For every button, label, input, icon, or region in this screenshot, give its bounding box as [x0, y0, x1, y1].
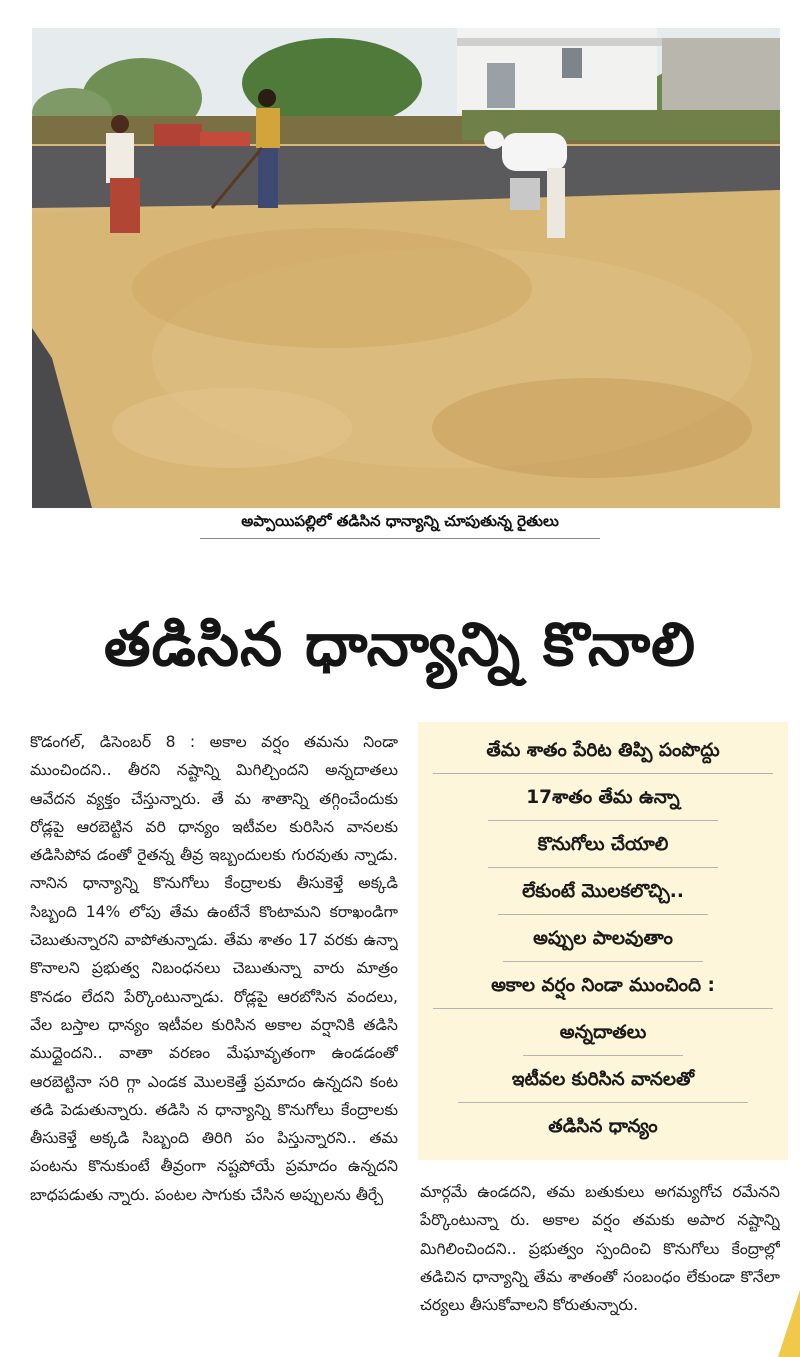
highlight-line: అకాల వర్షం నిండా ముంచింది :: [433, 964, 773, 1009]
highlight-line: తడిసిన ధాన్యం: [548, 1116, 658, 1137]
highlight-line: 17శాతం తేమ ఉన్నా: [488, 776, 718, 821]
highlight-line: ఇటీవల కురిసిన వానలతో: [458, 1058, 748, 1103]
body-paragraph: మార్గమే ఉండదని, తమ బతుకులు అగమ్యగోచ రమేనని పేర్కొంటున్నా రు. అకాల వర్షం తమకు అపార నష్టాన్ని మిగిలించిందని.. ప్రభుత్వం స్పందించి కొనుగోలు కేంద్రాల్లో తడిచిన ధాన్యాన్ని తేమ శాతంతో సంబంధం లేకుండా కొనేలా చర్యలు తీసుకోవాలని కోరుతున్నారు.: [420, 1183, 780, 1315]
article-body-left: [30, 728, 398, 1348]
body-paragraph: కొడంగల్, డిసెంబర్ 8 : అకాల వర్షం తమను నిండా ముంచిందని.. తీరని నష్టాన్ని మిగిల్చిందని అన్నదాతలు ఆవేదన వ్యక్తం చేస్తున్నారు. తే మ శాతాన్ని తగ్గించేందుకు రోడ్లపై ఆరబెట్టిన వరి ధాన్యం ఇటీవల కురిసిన వానలకు తడిసిపోవ డంతో రైతన్న తీవ్ర ఇబ్బందులకు గురవుతు న్నాడు. నానిన ధాన్యాన్ని కొనుగోలు కేంద్రాలకు తీసుకెళ్తే అక్కడి సిబ్బంది 14% లోపు తేమ ఉంటేనే కొంటామని కరాఖండిగా చెబుతున్నారని వాపోతున్నాడు. తేమ శాతం 17 వరకు ఉన్నా కొనాలని ప్రభుత్వ నిబంధనలు చెబుతున్నా వారు మాత్రం కొనడం లేదని పేర్కొంటున్నాడు. రోడ్లపై ఆరబోసిన వందలు, వేల బస్తాల ధాన్యం ఇటీవల కురిసిన అకాల వర్షానికి తడిసి ముద్దైందని.. వాతా వరణం మేఘావృతంగా ఉండడంతో ఆరబెట్టినా సరి గ్గా ఎండక మొలకెత్తే ప్రమాదం ఉన్నదని కంట తడి పెడుతున్నారు. తడిసి న ధాన్యాన్ని కొనుగోలు కేంద్రాలకు తీసుకెళ్తే అక్కడి సిబ్బంది తిరిగి పం పిస్తున్నారని.. తమ పంటను కొనుకుంటే తీవ్రంగా నష్టపోయే ప్రమాదం ఉన్నదని బాధపడుతు న్నారు. పంటల సాగుకు చేసిన అప్పులను తీర్చే: [30, 733, 398, 1204]
highlight-line: కొనుగోలు చేయాలి: [488, 823, 718, 868]
news-photo-illustration: [32, 28, 780, 508]
news-photo: [32, 28, 780, 508]
highlights-box: [418, 722, 788, 1160]
page-corner-accent: [778, 1290, 800, 1357]
article-body-right: [420, 1178, 780, 1353]
highlight-line: అన్నదాతలు: [523, 1011, 683, 1056]
highlight-line: తేమ శాతం పేరిట తిప్పి పంపొద్దు: [433, 729, 773, 774]
photo-caption: అప్పాయిపల్లిలో తడిసిన ధాన్యాన్ని చూపుతున్న రైతులు: [200, 512, 600, 539]
highlight-line: అప్పుల పాలవుతాం: [503, 917, 703, 962]
highlight-line: లేకుంటే మొలకలొచ్చి..: [498, 870, 708, 915]
headline: తడిసిన ధాన్యాన్ని కొనాలి: [103, 610, 697, 680]
